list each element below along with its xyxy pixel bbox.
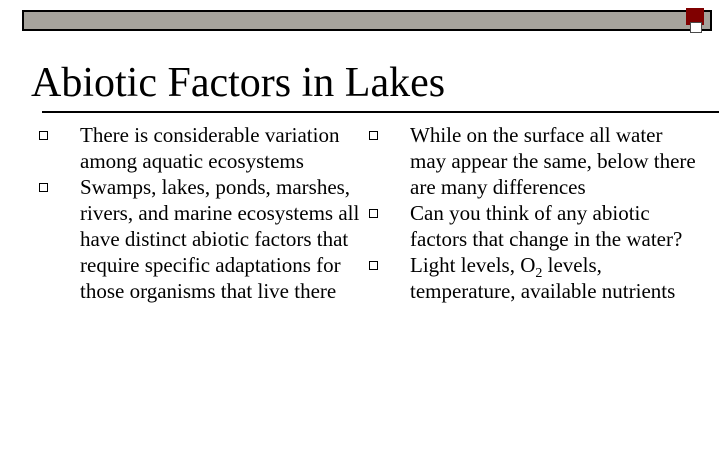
left-column [32, 122, 362, 304]
right-column [362, 122, 702, 304]
bullet-item [362, 122, 702, 200]
hollow-square-bullet-icon [369, 209, 378, 218]
bullet-text-part: levels, temperature, available nutrients [410, 253, 676, 303]
hollow-square-bullet-icon [369, 131, 378, 140]
bullet-text: There is considerable variation among aquatic ecosystems [80, 123, 340, 173]
bullet-item [362, 200, 702, 252]
slide-title: Abiotic Factors in Lakes [31, 60, 446, 106]
bullet-item [362, 252, 702, 304]
hollow-square-bullet-icon [39, 183, 48, 192]
hollow-square-bullet-icon [39, 131, 48, 140]
bullet-text-part: Light levels, O [410, 253, 536, 277]
subscript-2: 2 [535, 266, 543, 282]
bullet-item [32, 174, 362, 304]
bullet-text: Swamps, lakes, ponds, marshes, rivers, and marine ecosystems all have distinct abiotic factors that require specific adaptations for those organisms that live there [80, 175, 360, 303]
bullet-item [32, 122, 362, 174]
bullet-text [410, 252, 702, 304]
top-outline-square [690, 22, 702, 33]
bullet-text: While on the surface all water may appear the same, below there are many differences [410, 123, 696, 199]
top-decorative-bar [22, 10, 712, 31]
hollow-square-bullet-icon [369, 261, 378, 270]
bullet-text: Can you think of any abiotic factors that change in the water? [410, 201, 683, 251]
title-underline [42, 111, 719, 113]
